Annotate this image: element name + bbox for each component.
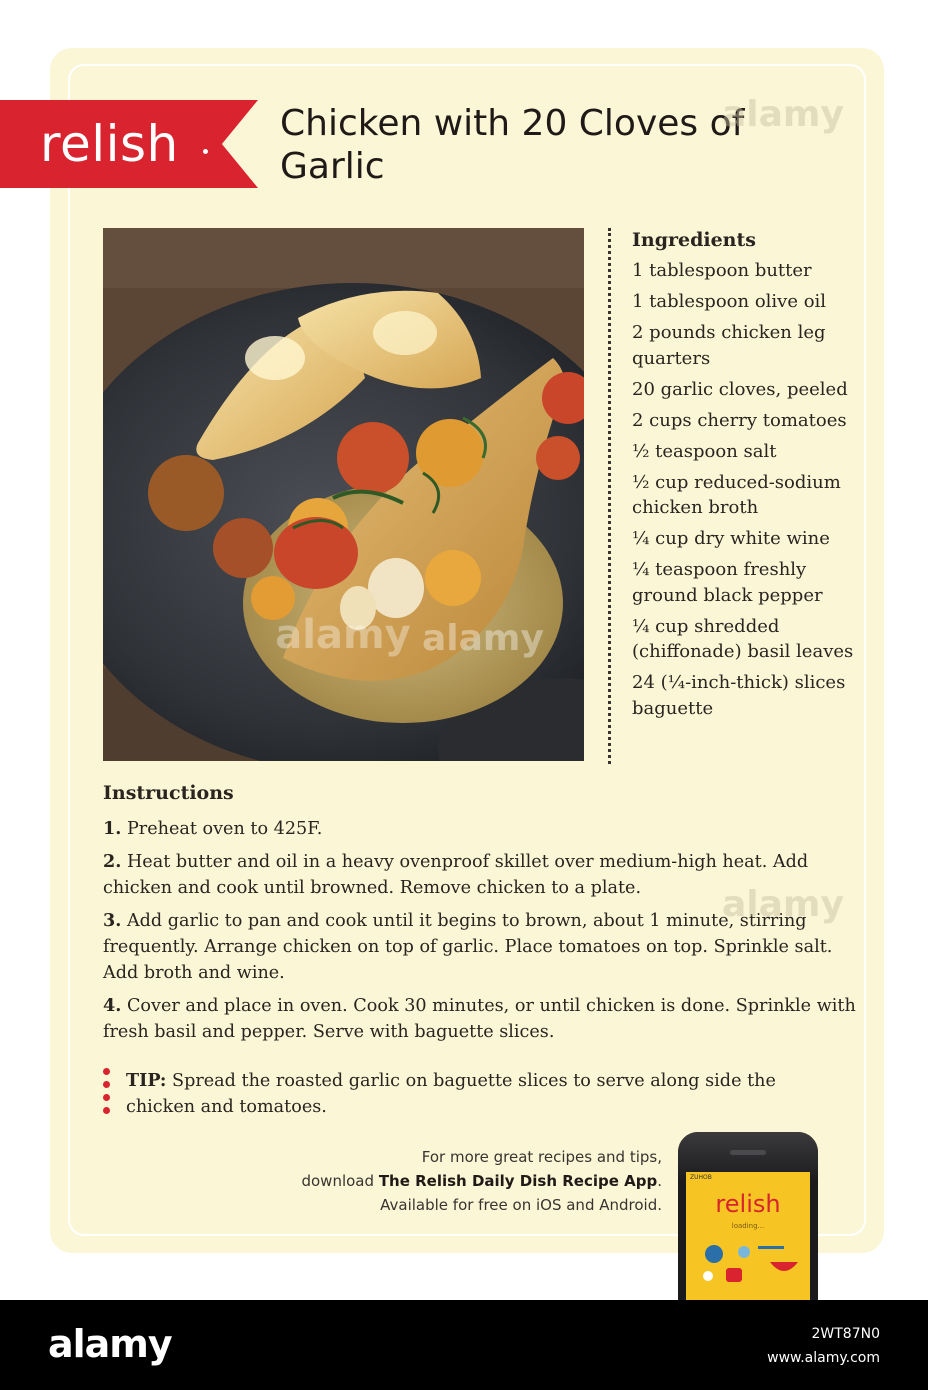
footer-url[interactable]: www.alamy.com — [767, 1350, 880, 1366]
brand-logo: relish — [40, 115, 179, 173]
step-text: Cover and place in oven. Cook 30 minutes, or until chicken is done. Sprinkle with fresh basil and pepper. Serve with baguette slices. — [103, 996, 856, 1042]
footer-logo: alamy — [48, 1322, 172, 1366]
ingredient-item: ¼ teaspoon freshly ground black pepper — [632, 559, 823, 606]
roasted-tomato — [425, 550, 481, 606]
phone-image — [678, 1132, 818, 1300]
step-text: Preheat oven to 425F. — [126, 819, 323, 839]
ingredient-item: 2 pounds chicken leg quarters — [632, 322, 826, 369]
promo-line1: For more great recipes and tips, — [421, 1148, 662, 1166]
ingredient-item: 1 tablespoon olive oil — [632, 291, 827, 312]
ingredients-section — [632, 229, 872, 727]
ingredient-item: 20 garlic cloves, peeled — [632, 378, 848, 400]
watermark: alamy — [722, 94, 844, 135]
recipe-title: Chicken with 20 Cloves of Garlic — [280, 103, 745, 187]
step-number: 1. — [103, 818, 122, 839]
ingredient-item: ½ teaspoon salt — [632, 440, 777, 462]
ingredients-heading: Ingredients — [632, 229, 756, 251]
phone-app-logo: relish — [715, 1190, 781, 1218]
instructions-heading: Instructions — [103, 782, 234, 804]
phone-speaker — [730, 1150, 766, 1155]
ingredient-item: 24 (¼-inch-thick) slices baguette — [632, 672, 846, 719]
promo-app-name: The Relish Daily Dish Recipe App — [378, 1172, 658, 1190]
watermark: alamy — [422, 618, 544, 659]
tip-dots-icon — [103, 1068, 111, 1128]
promo-download: download — [301, 1172, 375, 1190]
tip-label: TIP: — [126, 1070, 167, 1091]
step-text: Heat butter and oil in a heavy ovenproof skillet over medium-high heat. Add chicken and cook until browned. Remove chicken to a plate. — [103, 852, 809, 898]
roasted-tomato — [213, 518, 273, 578]
ingredients-list — [632, 258, 872, 721]
promo-line3: Available for free on iOS and Android. — [380, 1196, 662, 1214]
promo-line2 — [202, 1169, 662, 1193]
phone-status: ZUHOB — [690, 1174, 712, 1181]
step-text: Add garlic to pan and cook until it begins to brown, about 1 minute, stirring frequently. Arrange chicken on top of garlic. Place tomatoes on top. Sprinkle salt. Add broth and wine. — [103, 911, 833, 983]
brand-logo-mark — [203, 149, 208, 154]
ingredient-item: 2 cups cherry tomatoes — [632, 409, 847, 431]
watermark: alamy — [275, 612, 411, 658]
step-number: 4. — [103, 995, 122, 1016]
tip-text — [126, 1068, 823, 1120]
phone-loading: loading... — [731, 1222, 765, 1230]
roasted-tomato — [148, 455, 224, 531]
tip-body: Spread the roasted garlic on baguette slices to serve along side the chicken and tomatoes. — [126, 1071, 776, 1117]
image-id: 2WT87N0 — [811, 1326, 880, 1342]
garlic-clove — [368, 558, 424, 618]
roasted-tomato — [337, 422, 409, 494]
watermark: alamy — [722, 884, 844, 925]
ingredient-item: 1 tablespoon butter — [632, 260, 812, 281]
column-divider — [608, 228, 611, 764]
ingredient-item: ¼ cup shredded (chiffonade) basil leaves — [632, 615, 854, 662]
ingredient-item: ¼ cup dry white wine — [632, 528, 830, 549]
dish-photo — [103, 228, 584, 761]
phone-screen — [686, 1172, 810, 1300]
instruction-step — [103, 993, 863, 1045]
tip-box — [103, 1068, 823, 1120]
ingredient-item: ½ cup reduced-sodium chicken broth — [632, 471, 841, 518]
promo-period: . — [657, 1172, 662, 1190]
roasted-tomato — [536, 436, 580, 480]
step-number: 2. — [103, 851, 122, 872]
app-promo — [202, 1145, 662, 1217]
instruction-step — [103, 816, 863, 842]
roasted-tomato — [274, 517, 358, 589]
step-number: 3. — [103, 910, 122, 931]
